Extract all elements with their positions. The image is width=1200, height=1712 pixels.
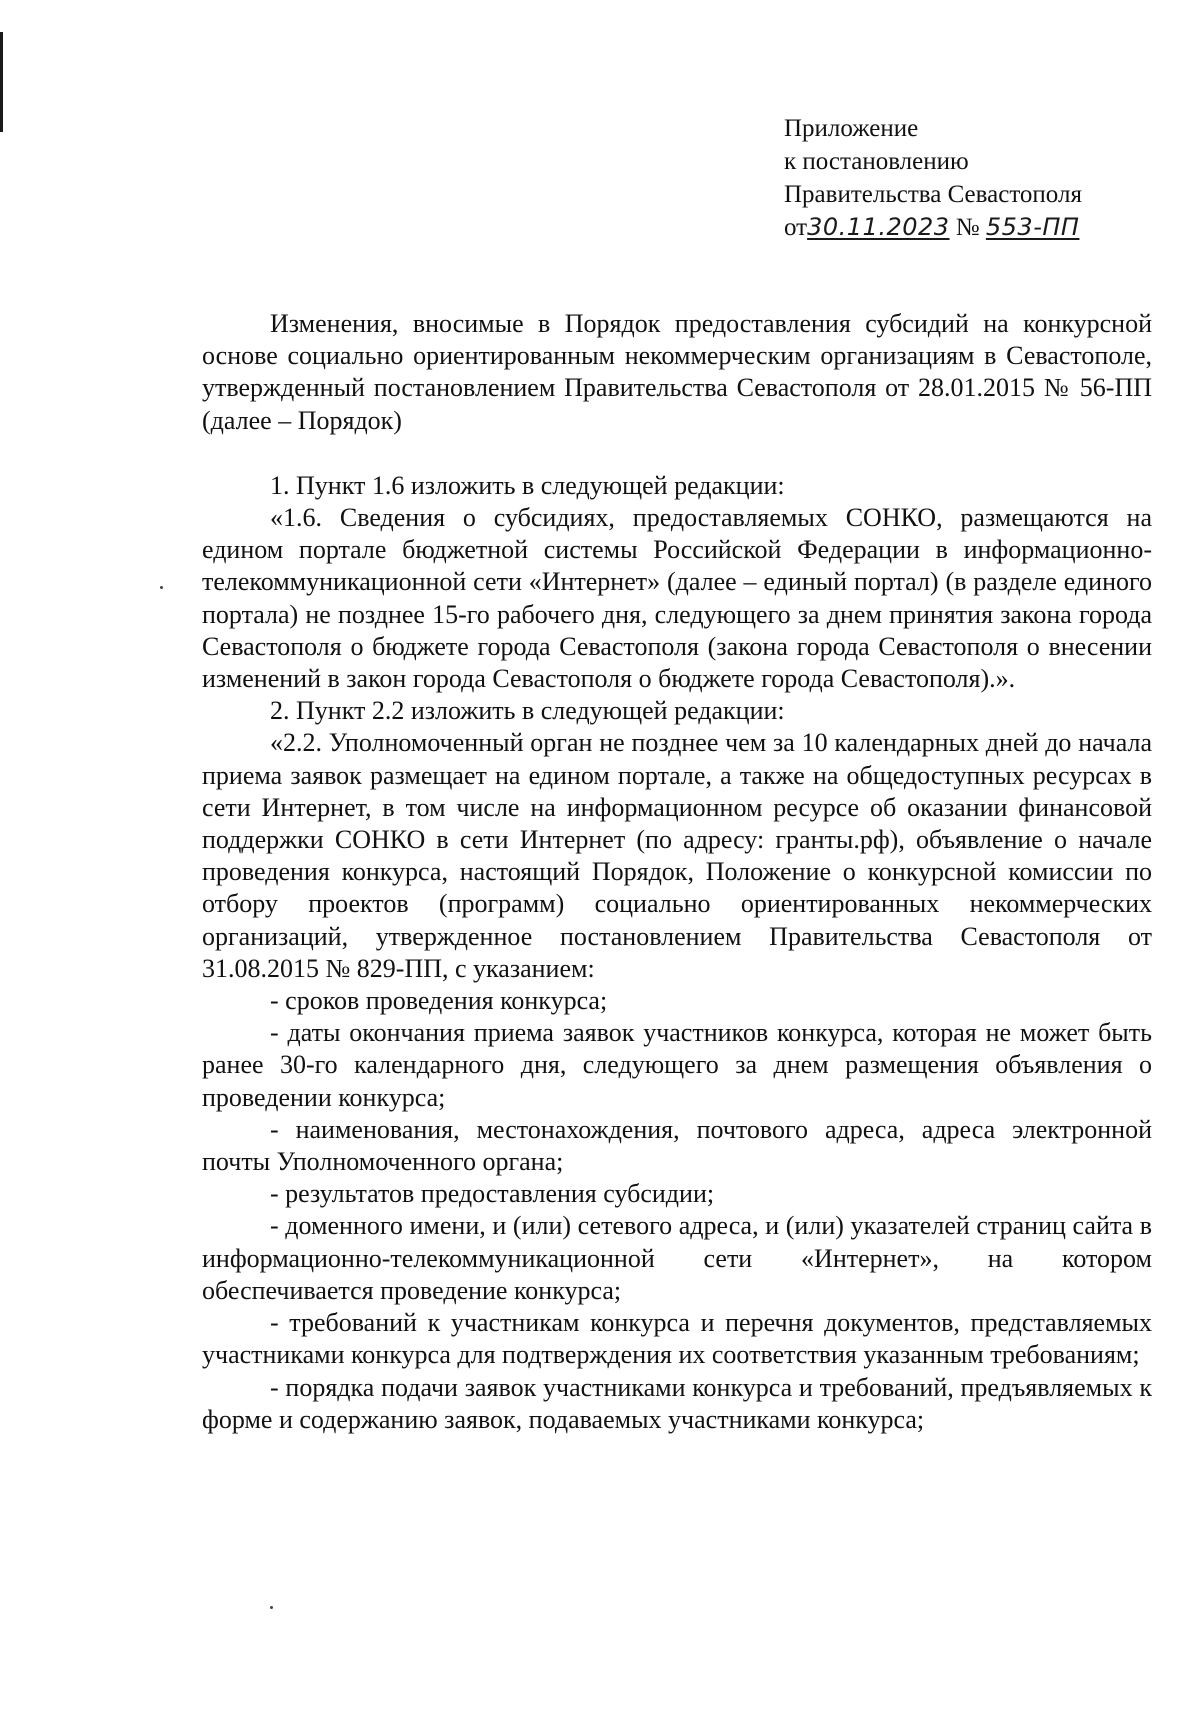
header-line: Приложение — [784, 115, 919, 142]
list-item: - даты окончания приема заявок участников конкурса, которая не может быть ранее 30-го календарного дня, следующего за днем размещения объявления о проведении конкурса; — [202, 1018, 1152, 1112]
paragraph: 1. Пункт 1.6 изложить в следующей редакции: — [270, 470, 785, 500]
list-item: - сроков проведения конкурса; — [270, 986, 608, 1016]
handwritten-number: 553-ПП — [985, 213, 1080, 241]
scan-speck — [270, 1606, 273, 1609]
spacer — [202, 437, 1152, 470]
list-item: - результатов предоставления субсидии; — [270, 1179, 715, 1209]
document-title: Изменения, вносимые в Порядок предоставления субсидий на конкурсной основе социально ориентированным некоммерческим организациям в Севастополе, утвержденный постановлением Правительства Севастополя от 28.01.2015 № 56-ПП (далее – Порядок) — [202, 309, 1152, 435]
scan-speck — [160, 586, 163, 589]
date-prefix: от — [784, 214, 808, 241]
scan-edge-mark — [0, 32, 3, 132]
list-item: - наименования, местонахождения, почтового адреса, адреса электронной почты Уполномоченного органа; — [202, 1114, 1152, 1177]
header-line: к постановлению — [784, 148, 969, 175]
paragraph: 2. Пункт 2.2 изложить в следующей редакции: — [270, 696, 785, 726]
list-item: - доменного имени, и (или) сетевого адреса, и (или) указателей страниц сайта в информационно-телекоммуникационной сети «Интернет», на котором обеспечивается проведение конкурса; — [202, 1211, 1152, 1305]
list-item: - порядка подачи заявок участниками конкурса и требований, предъявляемых к форме и содержанию заявок, подаваемых участниками конкурса; — [202, 1372, 1152, 1434]
header-date-line — [784, 211, 1164, 244]
number-sign: № — [955, 214, 980, 241]
paragraph: «1.6. Сведения о субсидиях, предоставляемых СОНКО, размещаются на едином портале бюджетной системы Российской Федерации в информационно-телекоммуникационной сети «Интернет» (далее – единый портал) (в разделе единого портала) не позднее 15-го рабочего дня, следующего за днем принятия закона города Севастополя о бюджете города Севастополя (закона города Севастополя о внесении изменений в закон города Севастополя о бюджете города Севастополя).». — [202, 503, 1152, 694]
handwritten-date: 30.11.2023 — [807, 213, 950, 241]
document-body — [202, 308, 1152, 1436]
header-line: Правительства Севастополя — [784, 181, 1082, 208]
list-item: - требований к участникам конкурса и перечня документов, представляемых участниками конкурса для подтверждения их соответствия указанным требованиям; — [202, 1308, 1152, 1370]
appendix-header — [784, 112, 1164, 244]
paragraph: «2.2. Уполномоченный орган не позднее чем за 10 календарных дней до начала приема заявок размещает на едином портале, а также на общедоступных ресурсах в сети Интернет, в том числе на информационном ресурсе об оказании финансовой поддержки СОНКО в сети Интернет (по адресу: гранты.рф), объявление о начале проведения конкурса, настоящий Порядок, Положение о конкурсной комиссии по отбору проектов (программ) социально ориентированных некоммерческих организаций, утвержденное постановлением Правительства Севастополя от 31.08.2015 № 829-ПП, с указанием: — [202, 728, 1152, 983]
